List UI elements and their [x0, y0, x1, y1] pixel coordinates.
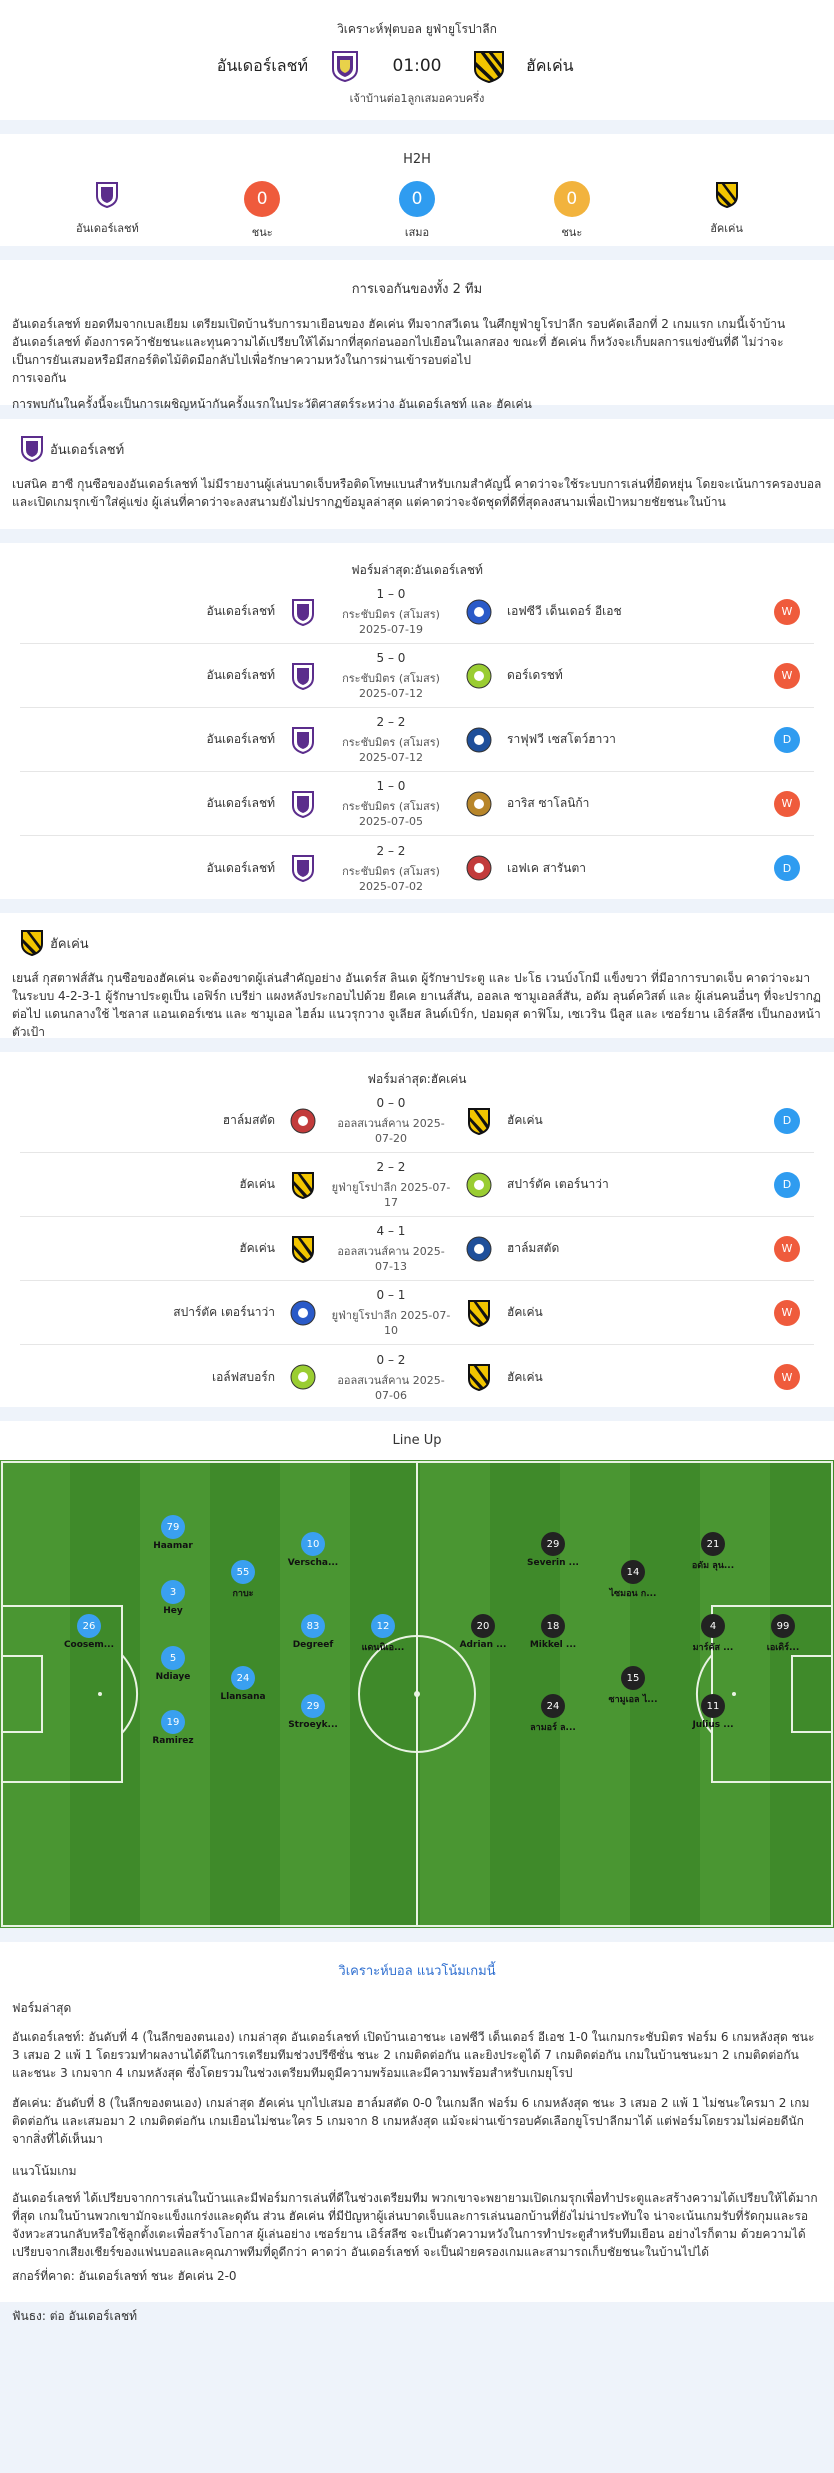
result-badge: W: [774, 1364, 800, 1390]
result-badge: W: [774, 599, 800, 625]
match-score: 2 – 2: [376, 1160, 406, 1174]
player-marker[interactable]: [523, 1532, 583, 1568]
home-form-title: ฟอร์มล่าสุด:อันเดอร์เลชท์: [351, 563, 483, 577]
match-row[interactable]: [20, 1281, 814, 1345]
player-number: 10: [301, 1532, 325, 1556]
h2h-home-name: อันเดอร์เลชท์: [76, 222, 139, 235]
player-number: 4: [701, 1614, 725, 1638]
player-number: 14: [621, 1560, 645, 1584]
match-row[interactable]: [20, 836, 814, 900]
player-name: ซามูเอล ไ...: [608, 1695, 658, 1705]
home-team-section: [0, 419, 834, 529]
h2h-away-team[interactable]: [667, 181, 787, 241]
player-name: กาบะ: [232, 1589, 254, 1599]
player-name: มาร์คัส ...: [692, 1643, 734, 1653]
player-name: แดนนิเอ...: [361, 1643, 405, 1653]
player-name: Stroeyk...: [288, 1720, 338, 1730]
home-club-logo: [289, 854, 317, 882]
anderlecht-logo: [328, 49, 362, 83]
match-home-team: อันเดอร์เลชท์: [206, 668, 275, 682]
match-row[interactable]: [20, 708, 814, 772]
match-home-team: อันเดอร์เลชท์: [206, 860, 275, 875]
player-number: 24: [541, 1694, 565, 1718]
match-home-team: เอล์ฟสบอร์ก: [211, 1369, 275, 1384]
match-date: ยูฟ่ายูโรปาลีก 2025-07-10: [331, 1309, 451, 1337]
player-marker[interactable]: [283, 1532, 343, 1568]
match-away-team: ฮาล์มสตัด: [507, 1241, 560, 1255]
result-badge: D: [774, 855, 800, 881]
player-name: Haamar: [153, 1541, 193, 1551]
player-marker[interactable]: [683, 1532, 743, 1572]
home-team-name[interactable]: อันเดอร์เลชท์: [216, 55, 308, 75]
player-marker[interactable]: [143, 1515, 203, 1551]
match-away-team: สปาร์ตัค เตอร์นาว่า: [507, 1177, 609, 1191]
match-home-team: ฮัคเค่น: [239, 1177, 275, 1191]
home-team-description: เบสนิค ฮาซี กุนซือของอันเดอร์เลชท์ ไม่มีรายงานผู้เล่นบาดเจ็บหรือติดโทษแบนสำหรับเกมสำคัญนี้ คาดว่าจะใช้ระบบการเล่นที่ยืดหยุ่น โดยจะเน้นการครองบอลและเปิดเกมรุกเข้าใส่คู่แข่ง ผู้เล่นที่คาดว่าจะลงสนามยังไม่ปรากฏข้อมูลล่าสุด แต่คาดว่าจะจัดชุดที่ดีที่สุดลงสนามเพื่อเป้าหมายชัยชนะในบ้าน: [12, 477, 822, 509]
match-date: กระชับมิตร (สโมสร) 2025-07-02: [342, 864, 440, 893]
match-date: กระชับมิตร (สโมสร) 2025-07-12: [342, 672, 440, 700]
match-score: 1 – 0: [376, 779, 406, 793]
player-number: 29: [541, 1532, 565, 1556]
player-name: เอเดิร์...: [766, 1643, 800, 1653]
player-number: 5: [161, 1646, 185, 1670]
home-wins-count: 0: [244, 181, 280, 217]
match-score: 0 – 1: [376, 1288, 406, 1302]
meeting-first-meet: การพบกันในครั้งนี้จะเป็นการเผชิญหน้ากันครั้งแรกในประวัติศาสตร์ระหว่าง อันเดอร์เลชท์ และ ฮัคเค่น: [12, 397, 532, 411]
player-marker[interactable]: [213, 1666, 273, 1702]
player-marker[interactable]: [143, 1646, 203, 1682]
match-header: [0, 0, 834, 120]
player-marker[interactable]: [523, 1614, 583, 1650]
player-number: 79: [161, 1515, 185, 1539]
match-home-team: อันเดอร์เลชท์: [206, 604, 275, 618]
home-form-list: [0, 580, 834, 900]
home-club-logo: [289, 662, 317, 690]
meeting-paragraph: อันเดอร์เลชท์ ยอดทีมจากเบลเยียม เตรียมเปิดบ้านรับการมาเยือนของ ฮัคเค่น ทีมจากสวีเดน ในศึกยูฟ่ายูโรปาลีก รอบคัดเลือกที่ 2 เกมแรก เกมนี้เจ้าบ้าน อันเดอร์เลชท์ ต้องการคว้าชัยชนะและทุนความได้เปรียบให้ได้มากที่สุดก่อนออกไปเยือนในเลกสอง ขณะที่ ฮัคเค่น ก็หวังจะเก็บผลการแข่งขันที่ดี ไม่ว่าจะเป็นการยันเสมอหรือมีสกอร์ติดไม้ติดมือกลับไปเพื่อรักษาความหวังในการผ่านเข้ารอบต่อไป: [12, 317, 786, 367]
match-home-team: อันเดอร์เลชท์: [206, 796, 275, 810]
away-form-section: [0, 1052, 834, 1407]
player-number: 26: [77, 1614, 101, 1638]
player-marker[interactable]: [523, 1694, 583, 1734]
home-wins-label: ชนะ: [251, 226, 273, 239]
match-date: ยูฟ่ายูโรปาลีก 2025-07-17: [331, 1181, 451, 1209]
home-team-title: อันเดอร์เลชท์: [50, 442, 125, 458]
h2h-section: [0, 134, 834, 246]
away-team-title: ฮัคเค่น: [50, 936, 89, 952]
player-marker[interactable]: [213, 1560, 273, 1600]
player-marker[interactable]: [603, 1666, 663, 1706]
match-score: 0 – 2: [376, 1352, 406, 1367]
anderlecht-logo: [95, 181, 119, 209]
result-badge: W: [774, 1236, 800, 1262]
home-club-logo: [289, 598, 317, 626]
score-prediction: สกอร์ที่คาด: อันเดอร์เลชท์ ชนะ ฮัคเค่น 2-0: [12, 2269, 237, 2283]
player-marker[interactable]: [683, 1694, 743, 1730]
away-wins-count: 0: [554, 181, 590, 217]
player-name: ไซมอน ก...: [609, 1589, 657, 1599]
player-number: 19: [161, 1710, 185, 1734]
player-number: 55: [231, 1560, 255, 1584]
player-marker[interactable]: [453, 1614, 513, 1650]
player-name: Julius ...: [692, 1720, 734, 1730]
match-away-team: ฮัคเค่น: [507, 1305, 543, 1319]
player-number: 20: [471, 1614, 495, 1638]
player-name: Ndiaye: [155, 1672, 191, 1682]
player-name: Mikkel ...: [529, 1640, 577, 1650]
away-club-logo: [465, 598, 493, 626]
match-away-team: เอฟซีวี เด็นเดอร์ อีเอช: [507, 604, 622, 618]
betting-tip: ฟันธง: ต่อ อันเดอร์เลชท์: [12, 2309, 138, 2323]
h2h-away-name: ฮัคเค่น: [710, 222, 743, 235]
match-row[interactable]: [20, 644, 814, 708]
match-row[interactable]: [20, 1345, 814, 1409]
player-marker[interactable]: [683, 1614, 743, 1654]
player-number: 15: [621, 1666, 645, 1690]
player-name: Ramirez: [152, 1736, 194, 1746]
form-heading: ฟอร์มล่าสุด: [12, 2001, 72, 2015]
result-badge: W: [774, 1300, 800, 1326]
away-form-analysis: ฮัคเค่น: อันดับที่ 8 (ในลีกของตนเอง) เกมล่าสุด ฮัคเค่น บุกไปเสมอ ฮาล์มสตัด 0-0 ในเกมลีก ฟอร์ม 6 เกมหลังสุด ชนะ 3 เสมอ 2 แพ้ 1 ไม่ชนะใครมา 2 เกมติดต่อกัน และเสมอมา 2 เกมติดต่อกัน เกมเยือนไม่ชนะใคร 5 เกมจาก 8 เกมหลังสุด แม้จะผ่านเข้ารอบคัดเลือกยูโรปาลีกมาได้ แต่ฟอร์มโดยรวมไม่ค่อยดีนักจากสิ่งที่ได้เห็นมา: [12, 2096, 810, 2146]
lineup-title: Line Up: [0, 1421, 834, 1460]
home-club-logo: [289, 1235, 317, 1263]
lineup-section: [0, 1421, 834, 1928]
player-name: อดัม ลุน...: [691, 1561, 735, 1571]
draws-count: 0: [399, 181, 435, 217]
home-club-logo: [289, 1107, 317, 1135]
player-marker[interactable]: [283, 1614, 343, 1650]
home-club-logo: [289, 1171, 317, 1199]
player-marker[interactable]: [143, 1710, 203, 1746]
match-date: ออลสเวนส์คาน 2025-07-06: [337, 1373, 445, 1402]
away-form-list: [0, 1089, 834, 1409]
match-home-team: อันเดอร์เลชท์: [206, 732, 275, 746]
player-number: 18: [541, 1614, 565, 1638]
match-row[interactable]: [20, 772, 814, 836]
h2h-away-wins: [512, 181, 632, 241]
away-club-logo: [465, 1363, 493, 1391]
analysis-title: วิเคราะห์บอล แนวโน้มเกมนี้: [338, 1964, 496, 1979]
h2h-title: H2H: [403, 152, 431, 167]
away-club-logo: [465, 1171, 493, 1199]
away-club-logo: [465, 790, 493, 818]
match-date: ออลสเวนส์คาน 2025-07-13: [337, 1245, 445, 1273]
match-away-team: ดอร์เดรชท์: [507, 668, 563, 682]
match-score: 0 – 0: [376, 1096, 406, 1110]
meeting-section: [0, 260, 834, 411]
player-number: 3: [161, 1580, 185, 1604]
league-title: วิเคราะห์ฟุตบอล ยูฟ่ายูโรปาลีก: [337, 22, 497, 36]
home-club-logo: [289, 1299, 317, 1327]
h2h-draws: [357, 181, 477, 241]
result-badge: D: [774, 1108, 800, 1134]
match-home-team: ฮาล์มสตัด: [222, 1113, 275, 1127]
result-badge: D: [774, 727, 800, 753]
match-date: กระชับมิตร (สโมสร) 2025-07-19: [342, 608, 440, 636]
home-club-logo: [289, 1363, 317, 1391]
match-home-team: สปาร์ตัค เตอร์นาว่า: [173, 1305, 275, 1319]
match-away-team: ฮัคเค่น: [507, 1113, 543, 1127]
match-away-team: อาริส ซาโลนิก้า: [507, 796, 590, 810]
away-club-logo: [465, 1107, 493, 1135]
home-form-analysis: อันเดอร์เลชท์: อันดับที่ 4 (ในลีกของตนเอง) เกมล่าสุด อันเดอร์เลชท์ เปิดบ้านเอาชนะ เอฟซีวี เด็นเดอร์ อีเอช 1-0 ในเกมกระชับมิตร ฟอร์ม 6 เกมหลังสุด ชนะ 3 เสมอ 2 แพ้ 1 โดยรวมทำผลงานได้ดีในการเตรียมทีมช่วงปรีซีซั่น ชนะ 2 เกมติดต่อกัน และยิงประตูได้ 7 เกมติดต่อกัน เกมในบ้านชนะมา 2 เกมติดต่อกัน และชนะ 3 เกมจาก 4 เกมหลังสุด ซึ่งโดยรวมในช่วงเตรียมทีมดูมีความพร้อมและมีความพร้อมสำหรับเกมยุโรป: [12, 2030, 815, 2080]
h2h-home-wins: [202, 181, 322, 241]
trend-analysis: อันเดอร์เลชท์ ได้เปรียบจากการเล่นในบ้านและมีฟอร์มการเล่นที่ดีในช่วงเตรียมทีม พวกเขาจะพยายามเปิดเกมรุกเพื่อทำประตูและสร้างความได้เปรียบให้ได้มากที่สุด เกมในบ้านพวกเขามักจะแข็งแกร่งและดุดัน ส่วน ฮัคเค่น ที่มีปัญหาผู้เล่นบาดเจ็บและการเล่นนอกบ้านที่ยังไม่น่าประทับใจ น่าจะเน้นเกมรับที่รัดกุมและรอจังหวะสวนกลับหรือใช้ลูกตั้งเตะเพื่อสร้างโอกาส ผู้เล่นอย่าง เซอร์ยาน เอิร์สลีซ จะเป็นตัวความหวังในการทำประตูสำหรับทีมเยือน อย่างไรก็ตาม ด้วยความได้เปรียบจากเสียงเชียร์ของแฟนบอลและคุณภาพทีมที่ดูดีกว่า คาดว่า อันเดอร์เลชท์ จะเป็นฝ่ายครองเกมและสามารถเก็บชัยชนะในบ้านไปได้: [12, 2191, 818, 2259]
result-badge: W: [774, 663, 800, 689]
handicap-status: เจ้าบ้านต่อ1ลูกเสมอควบครึ่ง: [349, 92, 485, 105]
player-number: 12: [371, 1614, 395, 1638]
player-name: Llansana: [220, 1692, 266, 1702]
player-number: 21: [701, 1532, 725, 1556]
home-form-section: [0, 543, 834, 899]
away-team-name[interactable]: ฮัคเค่น: [526, 55, 574, 75]
home-club-logo: [289, 790, 317, 818]
player-name: ลามอร์ ล...: [530, 1723, 576, 1733]
match-row[interactable]: [20, 1217, 814, 1281]
player-number: 83: [301, 1614, 325, 1638]
result-badge: D: [774, 1172, 800, 1198]
player-name: Degreef: [292, 1640, 334, 1650]
player-marker[interactable]: [353, 1614, 413, 1654]
away-club-logo: [465, 662, 493, 690]
player-name: Verscha...: [287, 1558, 339, 1568]
away-team-description: เยนส์ กุสตาฟส์สัน กุนซือของฮัคเค่น จะต้องขาดผู้เล่นสำคัญอย่าง อันเดร์ส ลินเด ผู้รักษาประตู และ ปะโธ เวนบ์งโกมี แข็งขวา ที่มีอาการบาดเจ็บ คาดว่าจะมาในระบบ 4-2-3-1 ผู้รักษาประตูเป็น เอฟิร์ก เบรีย่า แผงหลังประกอบไปด้วย ยีคเค ยาเนส์สัน, ออลเล ซามูเอลส์สัน, อดัม ลุนด์ควิสต์ และ ผู้เล่นคนอื่นๆ ที่จะปรากฏต่อไป แดนกลางใช้ ไซลาส แอนเดอร์เซน และ ซามูเอล ไฮล์ม แนวรุกวาง จูเลียส ลินด์เบิร์ก, ปอมดุส ดาฟิโม, เซเวริน นีลูส และ เซอร์ยาน เอิร์สลีซ เป็นกองหน้าตัวเป้า: [12, 971, 821, 1039]
home-club-logo: [289, 726, 317, 754]
h2h-home-team[interactable]: [47, 181, 167, 241]
match-score: 4 – 1: [376, 1224, 406, 1238]
match-date: กระชับมิตร (สโมสร) 2025-07-05: [342, 800, 440, 828]
match-score: 5 – 0: [376, 651, 406, 665]
hacken-logo: [715, 181, 739, 209]
away-team-section: [0, 913, 834, 1038]
match-score: 2 – 2: [376, 715, 406, 729]
player-number: 24: [231, 1666, 255, 1690]
pitch: [0, 1460, 834, 1928]
player-name: Hey: [163, 1606, 183, 1616]
match-date: ออลสเวนส์คาน 2025-07-20: [337, 1117, 445, 1145]
match-home-team: ฮัคเค่น: [239, 1241, 275, 1255]
result-badge: W: [774, 791, 800, 817]
away-form-title: ฟอร์มล่าสุด:ฮัคเค่น: [367, 1072, 467, 1086]
trend-heading: แนวโน้มเกม: [12, 2164, 77, 2178]
player-number: 29: [301, 1694, 325, 1718]
match-row[interactable]: [20, 1153, 814, 1217]
away-club-logo: [465, 854, 493, 882]
analysis-section: [0, 1942, 834, 2323]
player-number: 11: [701, 1694, 725, 1718]
match-away-team: ราฟุฟวี เซสโตว์ฮาวา: [507, 732, 616, 746]
meeting-title: การเจอกันของทั้ง 2 ทีม: [351, 282, 483, 297]
player-name: Adrian ...: [459, 1640, 507, 1650]
away-club-logo: [465, 1299, 493, 1327]
away-club-logo: [465, 1235, 493, 1263]
match-row[interactable]: [20, 580, 814, 644]
player-name: Coosem...: [63, 1640, 115, 1650]
match-score: 1 – 0: [376, 587, 406, 601]
anderlecht-logo: [20, 435, 44, 463]
player-number: 99: [771, 1614, 795, 1638]
match-date: กระชับมิตร (สโมสร) 2025-07-12: [342, 736, 440, 764]
match-row[interactable]: [20, 1089, 814, 1153]
draws-label: เสมอ: [404, 226, 430, 239]
match-score: 2 – 2: [376, 843, 406, 858]
meeting-subhead: การเจอกัน: [12, 371, 67, 385]
away-club-logo: [465, 726, 493, 754]
match-away-team: ฮัคเค่น: [507, 1369, 543, 1384]
away-wins-label: ชนะ: [561, 226, 583, 239]
player-marker[interactable]: [143, 1580, 203, 1616]
hacken-logo: [472, 49, 506, 83]
player-marker[interactable]: [603, 1560, 663, 1600]
hacken-logo: [20, 929, 44, 957]
kickoff-time: 01:00: [392, 56, 442, 76]
player-marker[interactable]: [59, 1614, 119, 1650]
match-away-team: เอฟเค สารันตา: [507, 860, 586, 875]
player-marker[interactable]: [753, 1614, 813, 1654]
player-marker[interactable]: [283, 1694, 343, 1730]
player-name: Severin ...: [527, 1558, 579, 1568]
